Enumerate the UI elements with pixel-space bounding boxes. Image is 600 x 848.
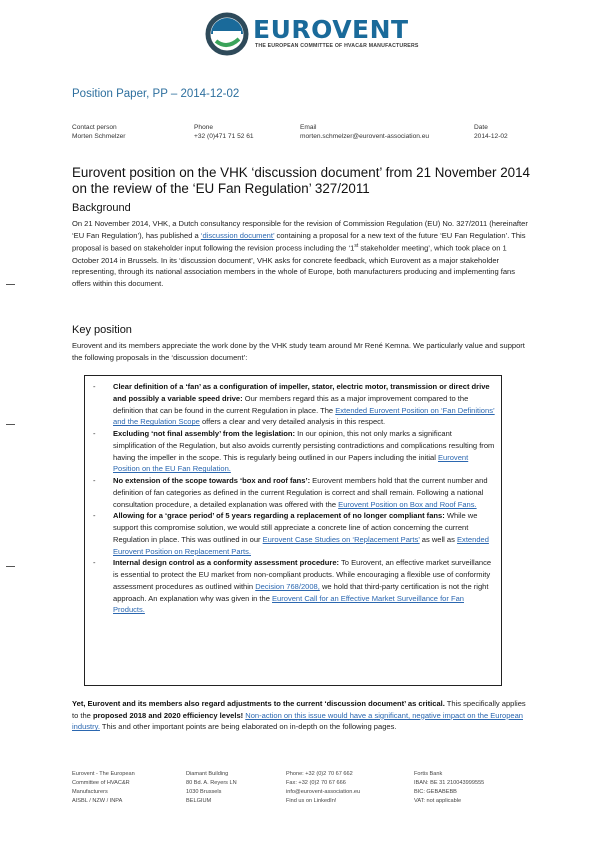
- contact-person: [72, 124, 126, 141]
- list-item: [91, 557, 497, 616]
- footer-linkedin[interactable]: Find us on LinkedIn!: [286, 798, 337, 804]
- proposal-title: No extension of the scope towards ‘box and roof fans’:: [113, 476, 311, 485]
- date-value: 2014-12-02: [474, 132, 508, 140]
- eurovent-logo: [205, 12, 419, 58]
- discussion-document-link[interactable]: ‘discussion document’: [200, 230, 275, 240]
- eu-fan-regulation-position-link[interactable]: Eurovent Position on the EU Fan Regulation.: [113, 452, 469, 474]
- footer-line: Manufacturers: [72, 789, 108, 795]
- email-value[interactable]: morten.schmelzer@eurovent-association.eu: [300, 132, 430, 140]
- proposal-text: Our members regard this as a major improvement compared to the definition that can be found in the current Regulation in place. The: [113, 393, 469, 415]
- footer-address: [186, 770, 237, 806]
- conclusion-text: This specifically applies to the: [72, 699, 526, 720]
- box-roof-fans-link[interactable]: Eurovent Position on Box and Roof Fans.: [338, 499, 477, 509]
- proposals-list: [91, 381, 497, 616]
- footer-line: BELGIUM: [186, 798, 212, 804]
- footer-line: BIC: GEBABEBB: [414, 789, 457, 795]
- proposal-text: as well as: [419, 534, 458, 544]
- date-info: [474, 124, 508, 141]
- non-action-link[interactable]: Non-action on this issue would have a significant, negative impact on the European industry.: [72, 710, 523, 732]
- conclusion-critical: Yet, Eurovent and its members also regard adjustments to the current ‘discussion document’ as critical.: [72, 699, 445, 708]
- contact-value: Morten Schmelzer: [72, 132, 126, 140]
- date-label: Date: [474, 124, 488, 131]
- page-heading: Eurovent position on the VHK ‘discussion document’ from 21 November 2014 on the review of the ‘EU Fan Regulation’ 327/2011: [72, 165, 531, 196]
- background-paragraph: [72, 218, 530, 290]
- efficiency-levels-text: proposed 2018 and 2020 efficiency levels!: [92, 710, 244, 720]
- phone-info: [194, 124, 254, 141]
- footer-line: Committee of HVAC&R: [72, 780, 130, 786]
- fold-mark: [6, 424, 15, 425]
- list-item: [91, 381, 497, 428]
- proposal-title: Allowing for a ‘grace period’ of 5 years regarding a replacement of no longer compliant fans:: [113, 511, 445, 521]
- footer-line: Diamant Building: [186, 771, 229, 777]
- fan-definitions-link[interactable]: Extended Eurovent Position on ‘Fan Definitions’ and the Regulation Scope: [113, 405, 495, 427]
- proposal-title: Excluding ‘not final assembly’ from the legislation:: [113, 429, 295, 438]
- proposals-box: [84, 375, 502, 686]
- footer-line: VAT: not applicable: [414, 798, 462, 804]
- footer-line: AISBL / NZW / INPA: [72, 798, 123, 804]
- background-text-3: stakeholder meeting’, which took place on 1 October 2014 in Brussels. In its ‘discussion document’, VHK asks for concrete feedback, which Eurovent as a major stakeholder representing, through its national association members in the whole of Europe, both manufacturers producing and implementing fans offers within this document.: [72, 243, 516, 289]
- list-item: [91, 428, 497, 475]
- footer-line: Phone: +32 (0)2 70 67 662: [286, 771, 353, 777]
- contact-label: Contact person: [72, 124, 117, 131]
- replacement-parts-case-studies-link[interactable]: Eurovent Case Studies on ‘Replacement Parts’: [262, 534, 420, 544]
- footer-organisation: [72, 770, 135, 806]
- key-position-intro: Eurovent and its members appreciate the work done by the VHK study team around Mr René Kemna. We particularly value and support the following proposals in the ‘discussion document’:: [72, 341, 525, 362]
- email-info: [300, 124, 429, 141]
- footer-line: 1030 Brussels: [186, 789, 222, 795]
- conclusion-text: This and other important points are being elaborated on in-depth on the following pages.: [99, 722, 397, 732]
- background-text-1: On 21 November 2014, VHK, a Dutch consultancy responsible for the revision of Commission Regulation (EU) No. 327/2011 (hereinafter ‘EU Fan Regulation’), has published a: [72, 219, 528, 240]
- logo-wordmark: EUROVENT: [253, 15, 409, 44]
- footer-contact: [286, 770, 360, 806]
- proposal-text: we hold that third-party certification is not the right approach. An explanation why was given in the: [113, 581, 489, 603]
- footer-line: 80 Bd. A. Reyers LN: [186, 780, 237, 786]
- conclusion-paragraph: [72, 698, 530, 733]
- proposal-text: Eurovent members hold that the current number and definition of fan categories as defined in the current Regulation is correct and shall remain. Following a national consultation procedure, a detailed explanation was offered with the: [113, 476, 488, 509]
- footer-bank: [414, 770, 484, 806]
- market-surveillance-link[interactable]: Eurovent Call for an Effective Market Surveillance for Fan Products.: [113, 593, 464, 615]
- superscript-st: st: [354, 243, 359, 250]
- email-label: Email: [300, 124, 317, 131]
- proposal-title: Internal design control as a conformity assessment procedure:: [113, 558, 340, 568]
- eurovent-emblem-icon: [205, 12, 249, 56]
- proposal-title: Clear definition of a ‘fan’ as a configuration of impeller, stator, electric motor, transmission or direct drive and possibly a variable speed drive:: [113, 382, 490, 403]
- proposal-text: In our opinion, this not only marks a significant simplification of the Regulation, but also avoids currently persisting contradictions and complications resulting from having the impeller in the scope. This is regularly being outlined in our Papers including the initial: [113, 429, 495, 462]
- footer-line: Eurovent - The European: [72, 771, 135, 777]
- proposal-text: To Eurovent, an effective market surveillance is essential to protect the EU market from non-compliant products. While encouraging a flexible use of conformity assessment procedures as outlined within: [113, 558, 492, 591]
- list-item: [91, 475, 497, 510]
- logo-tagline: THE EUROPEAN COMMITTEE OF HVAC&R MANUFACTURERS: [255, 43, 419, 49]
- background-text-2: containing a proposal for a new text of the future ‘EU Fan Regulation’. This proposal is based on stakeholder input following the revision process including the ‘1: [72, 230, 526, 253]
- fold-mark: [6, 284, 15, 285]
- background-heading: Background: [72, 202, 131, 214]
- proposal-text: offers a clear and very detailed analysis in this respect.: [199, 417, 386, 427]
- list-item: [91, 510, 497, 557]
- fold-mark: [6, 566, 15, 567]
- key-position-heading: Key position: [72, 324, 132, 336]
- footer-line: IBAN: BE 31 210043999555: [414, 780, 485, 786]
- footer-line: Fortis Bank: [414, 771, 443, 777]
- proposal-text: While we support this compromise solution, we would still appreciate a concrete line of action concerning the current Regulation in place. This was outlined in our: [113, 511, 478, 544]
- replacement-parts-position-link[interactable]: Extended Eurovent Position on Replacement Parts.: [113, 534, 489, 556]
- footer-line: Fax: +32 (0)2 70 67 666: [286, 780, 346, 786]
- document-title: Position Paper, PP – 2014-12-02: [72, 88, 240, 100]
- decision-768-2008-link[interactable]: Decision 768/2008,: [255, 581, 320, 591]
- phone-label: Phone: [194, 124, 214, 131]
- phone-value: +32 (0)471 71 52 61: [194, 132, 254, 140]
- footer-email[interactable]: info@eurovent-association.eu: [286, 789, 361, 795]
